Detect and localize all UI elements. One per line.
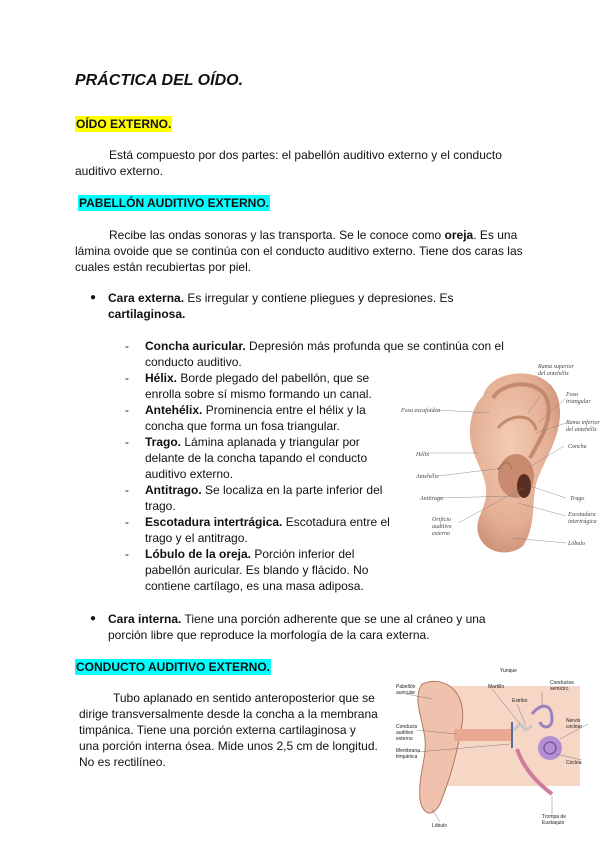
pabellon-text-before: Recibe las ondas sonoras y las transporta. Se le conoce como bbox=[109, 228, 442, 242]
label-concha: Concha bbox=[568, 444, 587, 450]
label-conductos: Conductos bbox=[550, 680, 574, 686]
item-desc: Se localiza en la parte inferior del trago. bbox=[145, 483, 383, 513]
item-desc: Porción inferior del pabellón auricular. Es blando y flácido. No contiene cartílago, es una masa adiposa. bbox=[145, 547, 369, 593]
cara-externa-bold-end: cartilaginosa. bbox=[108, 307, 186, 321]
item-desc: Borde plegado del pabellón, que se enrolla sobre sí mismo formando un canal. bbox=[145, 371, 372, 401]
ear-canal-tube bbox=[454, 729, 512, 741]
item-desc: Depresión más profunda que se continúa con el conducto auditivo. bbox=[145, 339, 504, 369]
label-del-antehelix: del antehélix bbox=[538, 371, 569, 377]
label-pabellon: Pabellón bbox=[396, 684, 416, 690]
label-fosa: Fosa bbox=[566, 392, 578, 398]
label-auditivo: auditivo bbox=[432, 524, 452, 530]
cara-interna-label: Cara interna. bbox=[108, 612, 182, 626]
label-coclea: Cóclea bbox=[566, 760, 582, 766]
label-conducto: Conducto bbox=[396, 724, 418, 730]
list-item: - Lóbulo de la oreja. Porción inferior del pabellón auricular. Es blando y flácido. No contiene cartílago, es una masa adiposa. bbox=[125, 547, 369, 593]
outer-ear-shape bbox=[418, 681, 463, 813]
label-membrana: Membrana bbox=[396, 748, 420, 754]
label-rama-superior: Rama superior bbox=[538, 364, 574, 370]
label-escotadura: Escotadura bbox=[568, 512, 596, 518]
cara-interna-text: Tiene una porción adherente que se une al cráneo y una porción libre que reproduce la morfología de la cara externa. bbox=[108, 612, 486, 642]
cochlea-shape bbox=[538, 736, 562, 760]
heading-conducto: CONDUCTO AUDITIVO EXTERNO. bbox=[76, 660, 271, 674]
label-conducto-auditivo: auditivo bbox=[396, 730, 414, 736]
ear-canal-shape bbox=[517, 474, 531, 498]
label-intertragica: intertrágica bbox=[568, 519, 597, 525]
label-externo: externo bbox=[432, 531, 450, 537]
label-orificio: Orificio bbox=[432, 517, 451, 523]
ear-anatomy-figure bbox=[398, 358, 600, 558]
label-rama-inferior: Rama inferior bbox=[566, 420, 600, 426]
label-helix: Hélix bbox=[416, 452, 429, 458]
heading-oido-externo: OÍDO EXTERNO. bbox=[76, 117, 172, 131]
label-auricular: auricular bbox=[396, 690, 416, 696]
label-del-antehelix-2: del antehélix bbox=[566, 427, 597, 433]
list-item: - Escotadura intertrágica. Escotadura entre el trago y el antitrago. bbox=[125, 515, 390, 545]
label-conducto-externo: externo bbox=[396, 736, 413, 742]
label-lobulo: Lóbulo bbox=[568, 541, 586, 547]
paragraph-conducto bbox=[79, 690, 379, 770]
conducto-text: Tubo aplanado en sentido anteroposterior que se dirige transversalmente desde la concha a la membrana timpánica. Tiene una porción externa cartilaginosa y una porción interna ósea. Mide unos 2,5 cm de longitud. No es rectilíneo. bbox=[79, 691, 378, 769]
item-term: Trago. bbox=[145, 435, 182, 449]
bullet-cara-externa: ● bbox=[90, 292, 97, 303]
list-item: - Antehélix. Prominencia entre el hélix y la concha que forma un fosa triangular. bbox=[125, 403, 366, 433]
label-timpanica: timpánica bbox=[396, 754, 418, 760]
page-title: PRÁCTICA DEL OÍDO. bbox=[75, 72, 244, 89]
label-triangular: triangular bbox=[566, 399, 591, 405]
item-term: Lóbulo de la oreja. bbox=[145, 547, 252, 561]
item-desc: Prominencia entre el hélix y la concha que forma un fosa triangular. bbox=[145, 403, 366, 433]
cara-externa-label: Cara externa. bbox=[108, 291, 185, 305]
item-term: Hélix. bbox=[145, 371, 178, 385]
bullet-cara-interna: ● bbox=[90, 613, 97, 624]
label-trago: Trago bbox=[570, 496, 585, 502]
list-item: - Hélix. Borde plegado del pabellón, que se enrolla sobre sí mismo formando un canal. bbox=[125, 371, 372, 401]
oido-externo-text: Está compuesto por dos partes: el pabellón auditivo externo y el conducto auditivo externo. bbox=[75, 148, 502, 178]
label-nervio: Nervio bbox=[566, 718, 581, 724]
label-semicirc: semicirc. bbox=[550, 686, 570, 692]
item-desc: Escotadura entre el trago y el antitrago. bbox=[145, 515, 390, 545]
item-term: Concha auricular. bbox=[145, 339, 246, 353]
item-cara-interna bbox=[108, 611, 518, 643]
label-coclear: coclear bbox=[566, 724, 583, 730]
item-cara-externa bbox=[108, 290, 498, 322]
label-yunque: Yunque bbox=[500, 668, 517, 674]
item-term: Antitrago. bbox=[145, 483, 202, 497]
item-term: Escotadura intertrágica. bbox=[145, 515, 283, 529]
cara-externa-text: Es irregular y contiene pliegues y depresiones. Es bbox=[184, 291, 454, 305]
paragraph-oido-externo bbox=[75, 147, 515, 179]
ear-section-figure bbox=[392, 664, 600, 830]
list-item: - Antitrago. Se localiza en la parte inferior del trago. bbox=[125, 483, 383, 513]
label-fosa-escafoidea: Fosa escafoidea bbox=[401, 408, 441, 414]
list-item: - Concha auricular. Depresión más profunda que se continúa con el conducto auditivo. bbox=[125, 339, 504, 369]
label-trompa: Trompa de bbox=[542, 814, 566, 820]
label-antehelix: Antehélix bbox=[416, 474, 439, 480]
label-martillo: Martillo bbox=[488, 684, 505, 690]
label-antitrago: Antitrago bbox=[420, 496, 444, 502]
pabellon-text-bold: oreja bbox=[444, 228, 474, 242]
pabellon-text-after: . Es una lámina ovoide que se continúa con el conducto auditivo externo. Tiene dos caras las cuales están recubiertas por piel. bbox=[75, 228, 523, 274]
label-estribo: Estribo bbox=[512, 698, 528, 704]
label-eustaquio: Eustaquio bbox=[542, 820, 565, 826]
item-term: Antehélix. bbox=[145, 403, 203, 417]
paragraph-pabellon bbox=[75, 227, 527, 275]
heading-pabellon: PABELLÓN AUDITIVO EXTERNO. bbox=[79, 196, 270, 210]
item-desc: Lámina aplanada y triangular por delante de la concha tapando el conducto auditivo externo. bbox=[145, 435, 368, 481]
label-lobulo-section: Lóbulo bbox=[432, 823, 448, 829]
list-item: - Trago. Lámina aplanada y triangular por delante de la concha tapando el conducto auditivo externo. bbox=[125, 435, 368, 481]
